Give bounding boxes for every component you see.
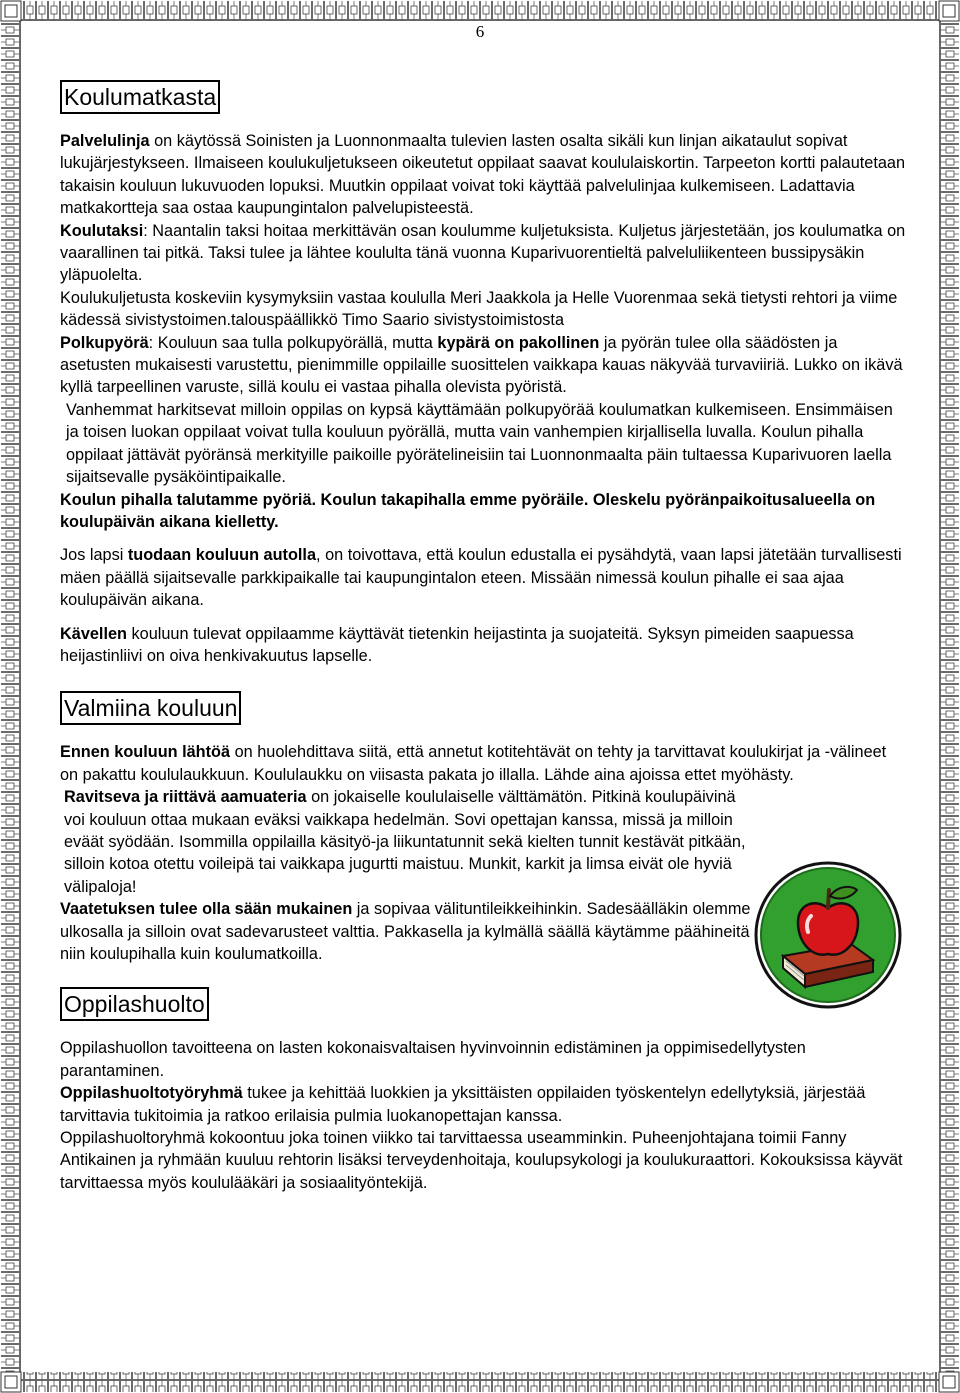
paragraph-palvelulinja: Palvelulinja on käytössä Soinisten ja Luonnonmaalta tulevien lasten osalta sikäli kun linjan aikataulut sopivat lukujärjestykseen. Ilmaiseen koulukuljetukseen oikeutetut oppilaat saavat koululaiskortin. Tarpeeton kortti palautetaan takaisin kouluun lukuvuoden lopuksi. Muutkin oppilaat voivat toki käyttää palvelulinjaa kulkemiseen. Ladattavia matkakortteja saa ostaa kaupungintalon palvelupisteestä. bbox=[60, 132, 906, 218]
paragraph-vaatetus: Vaatetuksen tulee olla sään mukainen ja sopivaa välituntileikkeihinkin. Sadesäälläkin olemme ulkosalla ja silloin ovat sadevarusteet valttia. Pakkasella ja kylmällä säällä käytämme päähineitä niin koulupihalla kuin koulumatkoilla. bbox=[60, 900, 751, 963]
bold-term: Polkupyörä bbox=[60, 333, 149, 352]
paragraph-polkupyora: Polkupyörä: Kouluun saa tulla polkupyörällä, mutta kypärä on pakollinen ja pyörän tulee olla säädösten ja asetusten mukaisesti varustettu, pienimmille oppilaille suosittelen vaikkapa kauas näkyvää turvaviiriä. Lukko on ikävä kyllä tarpeellinen varuste, sillä koulu ei vastaa pihalla olevista pyöristä. bbox=[60, 333, 903, 397]
paragraph-kavellen: Kävellen kouluun tulevat oppilaamme käyttävät tietenkin heijastinta ja suojateitä. Syksyn pimeiden saapuessa heijastinliivi on oiva henkivakuutus lapselle. bbox=[60, 624, 854, 665]
paragraph-autolla: Jos lapsi tuodaan kouluun autolla, on toivottava, että koulun edustalla ei pysähdytä, vaan lapsi jätetään turvallisesti mäen päällä sijaitsevalle parkkipaikalle tai kaupungintalon eteen. Missään nimessä koulun pihalle ei saa ajaa koulupäivän aikana. bbox=[60, 546, 902, 610]
bold-term: Koulutaksi bbox=[60, 221, 144, 240]
paragraph-koulutaksi: Koulutaksi: Naantalin taksi hoitaa merkittävän osan koulumme kuljetuksista. Kuljetus järjestetään, jos koulumatka on vaarallinen tai pitkä. Taksi tulee ja lähtee koululta tänä vuonna Kuparivuorentieltä palveluliikenteen bussipysäkin yläpuolelta. bbox=[60, 221, 906, 285]
bold-term: kypärä on pakollinen bbox=[437, 333, 600, 352]
paragraph-tavoitteena: Oppilashuollon tavoitteena on lasten kokonaisvaltaisen hyvinvoinnin edistäminen ja oppimisedellytysten parantaminen. bbox=[60, 1039, 806, 1080]
section-heading: Valmiina kouluun bbox=[60, 691, 241, 725]
paragraph-vanhemmat: Vanhemmat harkitsevat milloin oppilas on kypsä käyttämään polkupyörää koulumatkan kulkemiseen. Ensimmäisen ja toisen luokan oppilaat voivat tulla kouluun pyörällä, mutta vain vanhempien kirjallisella luvalla. Koulun pihalla oppilaat jättävät pyöränsä merkityille paikoille pyörätelineisiin tai Luonnonmaalta päin tultaessa Kuparivuoren laella sijaitsevalle pysäköintipaikalle. bbox=[66, 400, 893, 487]
bold-term: Kävellen bbox=[60, 624, 127, 643]
paragraph-ennen-kouluun: Ennen kouluun lähtöä on huolehdittava siitä, että annetut kotitehtävät on tehty ja tarvittavat koulukirjat ja -välineet on pakattu koululaukkuun. Koululaukku on viisasta pakata jo illalla. Lähde aina ajoissa ettet myöhästy. bbox=[60, 743, 887, 784]
paragraph-tyoryhma: Oppilashuoltotyöryhmä tukee ja kehittää luokkien ja yksittäisten oppilaiden työskentelyn edellytyksiä, järjestää tarvittavia tukitoimia ja ratkoo erilaisia pulmia luokanopettajan kanssa. bbox=[60, 1084, 866, 1125]
paragraph-pihalla-rules: Koulun pihalla talutamme pyöriä. Koulun takapihalla emme pyöräile. Oleskelu pyöränpaikoitusalueella on koulupäivän aikana kielletty. bbox=[60, 490, 876, 531]
page-content bbox=[60, 80, 906, 1194]
bold-term: tuodaan kouluun autolla bbox=[127, 546, 317, 565]
bold-term: Vaatetuksen tulee olla sään mukainen bbox=[60, 900, 353, 919]
page-number: 6 bbox=[475, 22, 485, 41]
paragraph-kokoontuu: Oppilashuoltoryhmä kokoontuu joka toinen viikko tai tarvittaessa useamminkin. Puheenjohtajana toimii Fanny Antikainen ja ryhmään kuuluu rehtorin lisäksi terveydenhoitaja, koulupsykologi ja koulukuraattori. Kokouksissa käyvät tarvittaessa myös koululääkäri ja sosiaalityöntekijä. bbox=[60, 1129, 903, 1192]
section-heading: Koulumatkasta bbox=[60, 80, 220, 114]
paragraph-aamuateria: Ravitseva ja riittävä aamuateria on jokaiselle koululaiselle välttämätön. Pitkinä koulupäivinä voi kouluun ottaa mukaan eväksi vaikkapa hedelmän. Sovi opettajan kanssa, missä ja milloin eväät syödään. Isommilla oppilailla käsityö-ja liikuntatunnit sekä kielten tunnit kestävät pitkään, silloin kotoa otettu voileipä tai vaikkapa jugurtti maistuu. Munkit, karkit ja limsa eivät ole hyviä välipaloja! bbox=[64, 788, 746, 896]
apple-on-book-icon bbox=[753, 860, 903, 1010]
bold-term: Oppilashuoltotyöryhmä bbox=[60, 1084, 243, 1103]
section-koulumatkasta bbox=[60, 80, 906, 667]
section-oppilashuolto bbox=[60, 987, 906, 1194]
bold-term: Ennen kouluun lähtöä bbox=[60, 743, 231, 762]
bold-term: Palvelulinja bbox=[60, 132, 150, 150]
bold-term: Ravitseva ja riittävä aamuateria bbox=[64, 788, 307, 807]
paragraph-koulukuljetus: Koulukuljetusta koskeviin kysymyksiin vastaa koululla Meri Jaakkola ja Helle Vuorenmaa sekä tietysti rehtori ja viime kädessä sivistystoimen.talouspäällikkö Timo Saario sivistystoimistosta bbox=[60, 288, 898, 330]
section-heading: Oppilashuolto bbox=[60, 987, 209, 1021]
